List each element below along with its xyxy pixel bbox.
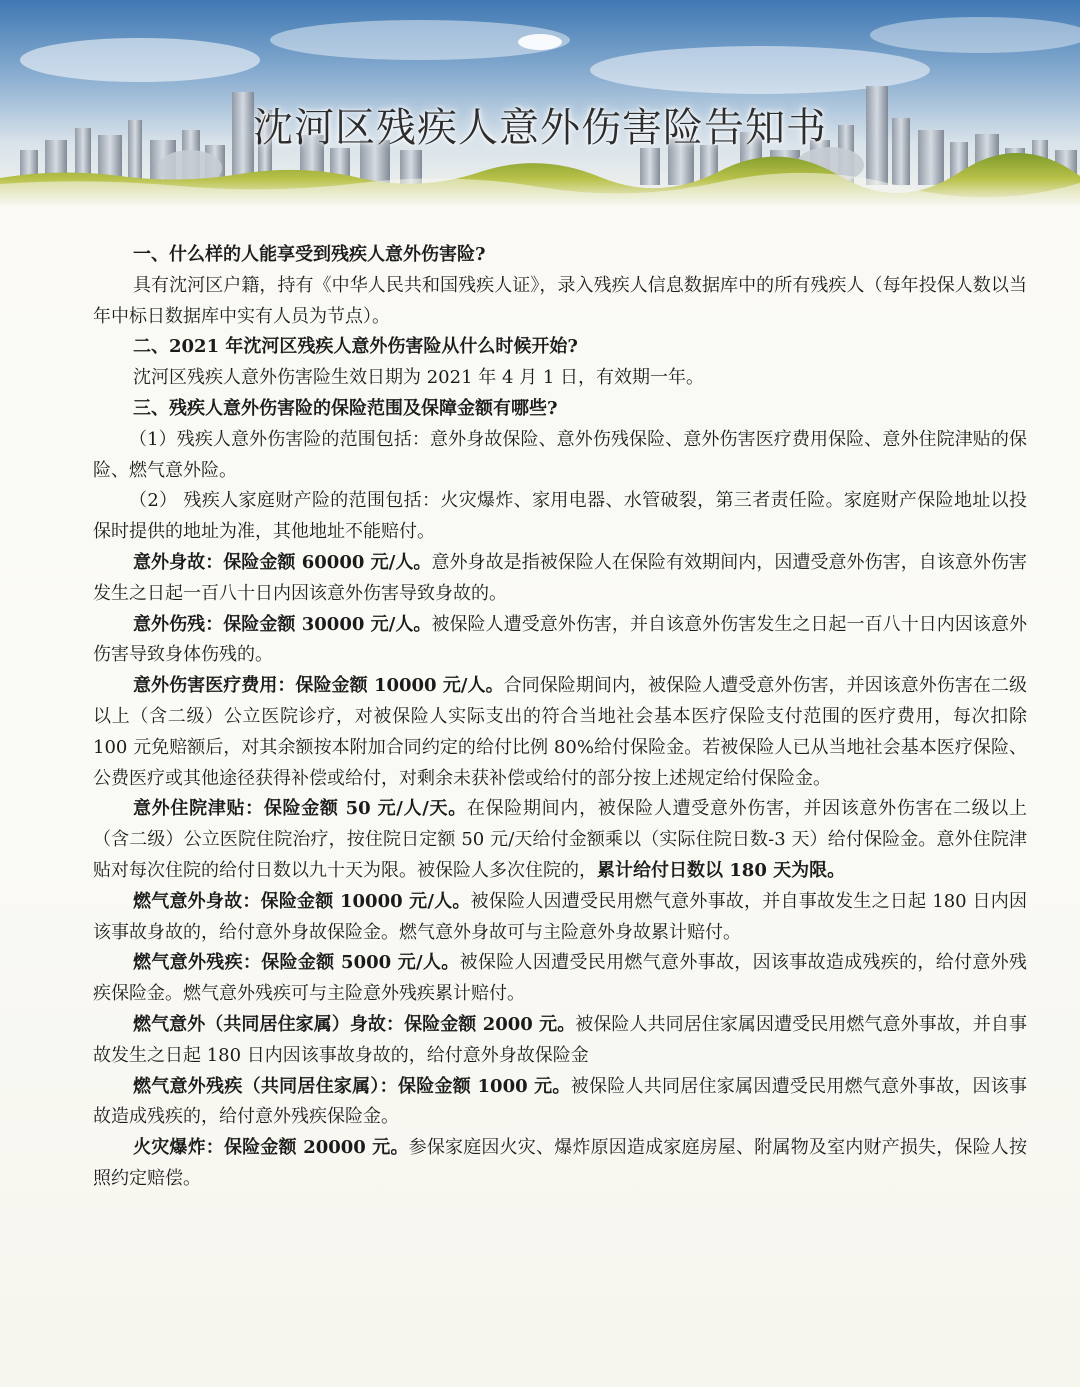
item-term: 燃气意外（共同居住家属）身故：保险金额 2000 元。 [133, 1013, 576, 1035]
item-term: 火灾爆炸：保险金额 20000 元。 [133, 1137, 409, 1159]
item-text: 意外身故是指被保险人在保险有效期间内，因遭受意外伤害，自该意外伤害发生之日起一百八十日内因该意外伤害导致身故的。 [93, 551, 1027, 604]
scope-accident-insurance: （1）残疾人意外伤害险的范围包括：意外身故保险、意外伤残保险、意外伤害医疗费用保险、意外住院津贴的保险、燃气意外险。 [93, 428, 1027, 481]
item-fire-explosion [93, 1133, 1027, 1195]
item-hospital-allowance [93, 794, 1027, 886]
item-term: 意外伤残：保险金额 30000 元/人。 [133, 613, 432, 635]
item-gas-death [93, 887, 1027, 949]
answer-2: 沈河区残疾人意外伤害险生效日期为 2021 年 4 月 1 日，有效期一年。 [133, 367, 705, 389]
item-text: 在保险期间内，被保险人遭受意外伤害，并因该意外伤害在二级以上（含二级）公立医院住院治疗，按住院日定额 50 元/天给付金额乘以（实际住院日数-3 天）给付保险金。意外住院津贴对每次住院的给付日数以九十天为限。被保险人多次住院的， [93, 798, 1028, 881]
item-term: 意外住院津贴：保险金额 50 元/人/天。 [133, 798, 467, 820]
item-text: 被保险人因遭受民用燃气意外事故，并自事故发生之日起 180 日内因该事故身故的，给付意外身故保险金。燃气意外身故可与主险意外身故累计赔付。 [93, 890, 1028, 943]
item-bold-tail: 累计给付日数以 180 天为限。 [597, 859, 846, 881]
item-gas-family-disability [93, 1072, 1027, 1134]
item-text: 合同保险期间内，被保险人遭受意外伤害，并因该意外伤害在二级以上（含二级）公立医院诊疗，对被保险人实际支出的符合当地社会基本医疗保险支付范围的医疗费用，每次扣除 100 元免赔额后，对其余额按本附加合同约定的给付比例 80%给付保险金。若被保险人已从当地社会基本医疗保险、公费医疗或其他途径获得补偿或给付，对剩余未获补偿或给付的部分按上述规定给付保险金。 [93, 675, 1028, 789]
document-title: 沈河区残疾人意外伤害险告知书 [253, 105, 827, 151]
item-gas-family-death [93, 1010, 1027, 1072]
item-text: 被保险人共同居住家属因遭受民用燃气意外事故，并自事故发生之日起 180 日内因该事故身故的，给付意外身故保险金 [93, 1013, 1027, 1066]
document-body [93, 240, 1027, 1195]
question-1: 一、什么样的人能享受到残疾人意外伤害险? [133, 244, 486, 265]
scope-property-insurance: （2） 残疾人家庭财产险的范围包括：火灾爆炸、家用电器、水管破裂，第三者责任险。家庭财产保险地址以投保时提供的地址为准，其他地址不能赔付。 [93, 490, 1027, 543]
city-skyline-banner [0, 0, 1080, 205]
answer-1: 具有沈河区户籍，持有《中华人民共和国残疾人证》，录入残疾人信息数据库中的所有残疾人（每年投保人数以当年中标日数据库中实有人员为节点）。 [93, 274, 1027, 327]
item-accidental-death [93, 548, 1027, 610]
question-2: 二、2021 年沈河区残疾人意外伤害险从什么时候开始? [133, 336, 578, 358]
item-term: 意外伤害医疗费用：保险金额 10000 元/人。 [133, 675, 504, 697]
item-medical-expense [93, 671, 1027, 794]
item-term: 燃气意外残疾：保险金额 5000 元/人。 [133, 952, 460, 974]
item-text: 被保险人因遭受民用燃气意外事故，因该事故造成残疾的，给付意外残疾保险金。燃气意外残疾可与主险意外残疾累计赔付。 [93, 952, 1027, 1005]
item-term: 燃气意外残疾（共同居住家属）：保险金额 1000 元。 [133, 1075, 571, 1097]
item-term: 意外身故：保险金额 60000 元/人。 [133, 551, 432, 573]
item-text: 被保险人共同居住家属因遭受民用燃气意外事故，因该事故造成残疾的，给付意外残疾保险金。 [93, 1075, 1027, 1128]
item-text: 参保家庭因火灾、爆炸原因造成家庭房屋、附属物及室内财产损失，保险人按照约定赔偿。 [93, 1137, 1027, 1189]
item-term: 燃气意外身故：保险金额 10000 元/人。 [133, 890, 471, 912]
item-text: 被保险人遭受意外伤害，并自该意外伤害发生之日起一百八十日内因该意外伤害导致身体伤残的。 [93, 613, 1027, 666]
item-accidental-disability [93, 610, 1027, 672]
item-gas-disability [93, 948, 1027, 1010]
question-3: 三、残疾人意外伤害险的保险范围及保障金额有哪些? [133, 397, 558, 419]
